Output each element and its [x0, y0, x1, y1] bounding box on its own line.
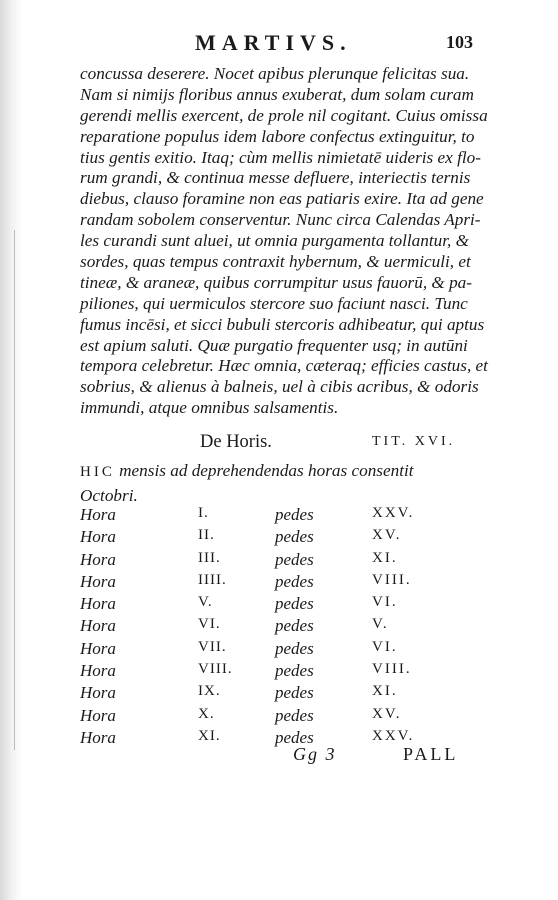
hour-ordinal: I.	[198, 505, 209, 521]
hours-intro	[80, 459, 490, 507]
page-number: 103	[446, 32, 473, 52]
intro-initial-caps: HIC	[80, 464, 115, 480]
hour-row	[0, 550, 558, 572]
hour-ordinal: VII.	[198, 638, 227, 655]
hours-table	[0, 505, 558, 750]
hour-unit: pedes	[275, 616, 314, 636]
text-line: concussa deserere. Nocet apibus plerunque felicitas sua.	[80, 64, 470, 83]
hour-ordinal: IIII.	[198, 571, 227, 588]
signature-mark: Gg 3	[293, 744, 337, 764]
text-line: sordes, quas tempus contraxit hybernum, & uermiculi, et	[80, 252, 471, 272]
hour-row	[0, 661, 558, 683]
catchword: PALL	[403, 744, 459, 764]
text-line: Nam si nimijs floribus annus exuberat, dum solam curam	[80, 84, 474, 104]
body-paragraph	[80, 64, 490, 419]
text-line: tineæ, & araneæ, quibus corrumpitur usus fauorū, & pa-	[80, 272, 472, 292]
hour-unit: pedes	[275, 594, 314, 614]
text-line: reparatione populus idem labore confectus extinguitur, to	[80, 126, 475, 146]
hours-intro-line-2: Octobri.	[80, 486, 138, 505]
hours-intro-line-1	[80, 459, 490, 484]
shadow-length: VI.	[372, 638, 398, 655]
hour-label: Hora	[80, 683, 116, 703]
hour-unit: pedes	[275, 549, 314, 569]
text-line: tius gentis exitio. Itaq; cùm mellis nimietatē uideris ex flo-	[80, 147, 481, 167]
hour-row	[0, 639, 558, 661]
text-line: est apium saluti. Quæ purgatio frequenter usq; in autūni	[80, 335, 468, 355]
hour-label: Hora	[80, 527, 116, 547]
hour-label: Hora	[80, 638, 116, 658]
hour-row	[0, 505, 558, 527]
hour-unit: pedes	[275, 727, 314, 747]
hour-label: Hora	[80, 505, 116, 524]
shadow-length: XV.	[372, 527, 402, 544]
hour-row	[0, 683, 558, 705]
hour-label: Hora	[80, 549, 116, 569]
text-line: fumus incēsi, et sicci bubuli stercoris adhibeatur, qui aptus	[80, 314, 485, 334]
text-line: piliones, qui uermiculos stercore suo faciunt nasci. Tunc	[80, 293, 468, 313]
hour-ordinal: IX.	[198, 683, 221, 700]
hour-row	[0, 594, 558, 616]
intro-text: mensis ad deprehendendas horas consentit	[114, 461, 414, 480]
hour-unit: pedes	[275, 527, 314, 547]
shadow-length: V.	[372, 616, 389, 633]
section-heading	[0, 432, 558, 458]
shadow-length: VIII.	[372, 661, 412, 678]
hour-unit: pedes	[275, 661, 314, 681]
hour-ordinal: III.	[198, 549, 221, 566]
shadow-length: VIII.	[372, 571, 412, 588]
hour-ordinal: X.	[198, 705, 215, 722]
hour-ordinal: II.	[198, 527, 215, 544]
text-line: immundi, atque omnibus salsamentis.	[80, 398, 339, 418]
page-footer	[0, 744, 558, 770]
text-line: tempora celebretur. Hæc omnia, cæteraq; efficies castus, et	[80, 356, 488, 376]
hour-row	[0, 706, 558, 728]
hour-unit: pedes	[275, 638, 314, 658]
text-line: sobrius, & alienus à balneis, uel à cibis acribus, & odoris	[80, 377, 479, 397]
text-line: rum grandi, & continua messe defluere, interiectis ternis	[80, 168, 471, 188]
hour-row	[0, 572, 558, 594]
shadow-length: VI.	[372, 594, 398, 611]
hour-label: Hora	[80, 571, 116, 591]
hour-unit: pedes	[275, 705, 314, 725]
shadow-length: XXV.	[372, 727, 415, 744]
shadow-length: XI.	[372, 549, 398, 566]
shadow-length: XV.	[372, 705, 402, 722]
hour-unit: pedes	[275, 571, 314, 591]
shadow-length: XXV.	[372, 505, 415, 521]
page-header	[0, 30, 558, 60]
shadow-length: XI.	[372, 683, 398, 700]
hour-row	[0, 616, 558, 638]
hour-ordinal: XI.	[198, 727, 221, 744]
text-line: gerendi mellis exercent, de prole nil cogitant. Cuius omissa	[80, 105, 488, 125]
hour-ordinal: VI.	[198, 616, 221, 633]
hour-label: Hora	[80, 661, 116, 681]
text-line: les curandi sunt aluei, ut omnia purgamenta tollantur, &	[80, 231, 469, 251]
text-line: diebus, clauso foramine non eas patiaris exire. Ita ad gene	[80, 189, 484, 209]
hour-label: Hora	[80, 594, 116, 614]
hour-label: Hora	[80, 705, 116, 725]
hour-label: Hora	[80, 616, 116, 636]
section-number: TIT. XVI.	[372, 434, 456, 449]
text-line: randam sobolem conserventur. Nunc circa Calendas Apri-	[80, 210, 481, 230]
hour-unit: pedes	[275, 683, 314, 703]
hour-ordinal: V.	[198, 594, 213, 611]
hour-label: Hora	[80, 727, 116, 747]
section-title: De Horis.	[200, 432, 272, 452]
hour-row	[0, 527, 558, 549]
hour-ordinal: VIII.	[198, 661, 233, 678]
hour-unit: pedes	[275, 505, 314, 524]
running-head: MARTIVS.	[195, 30, 352, 55]
